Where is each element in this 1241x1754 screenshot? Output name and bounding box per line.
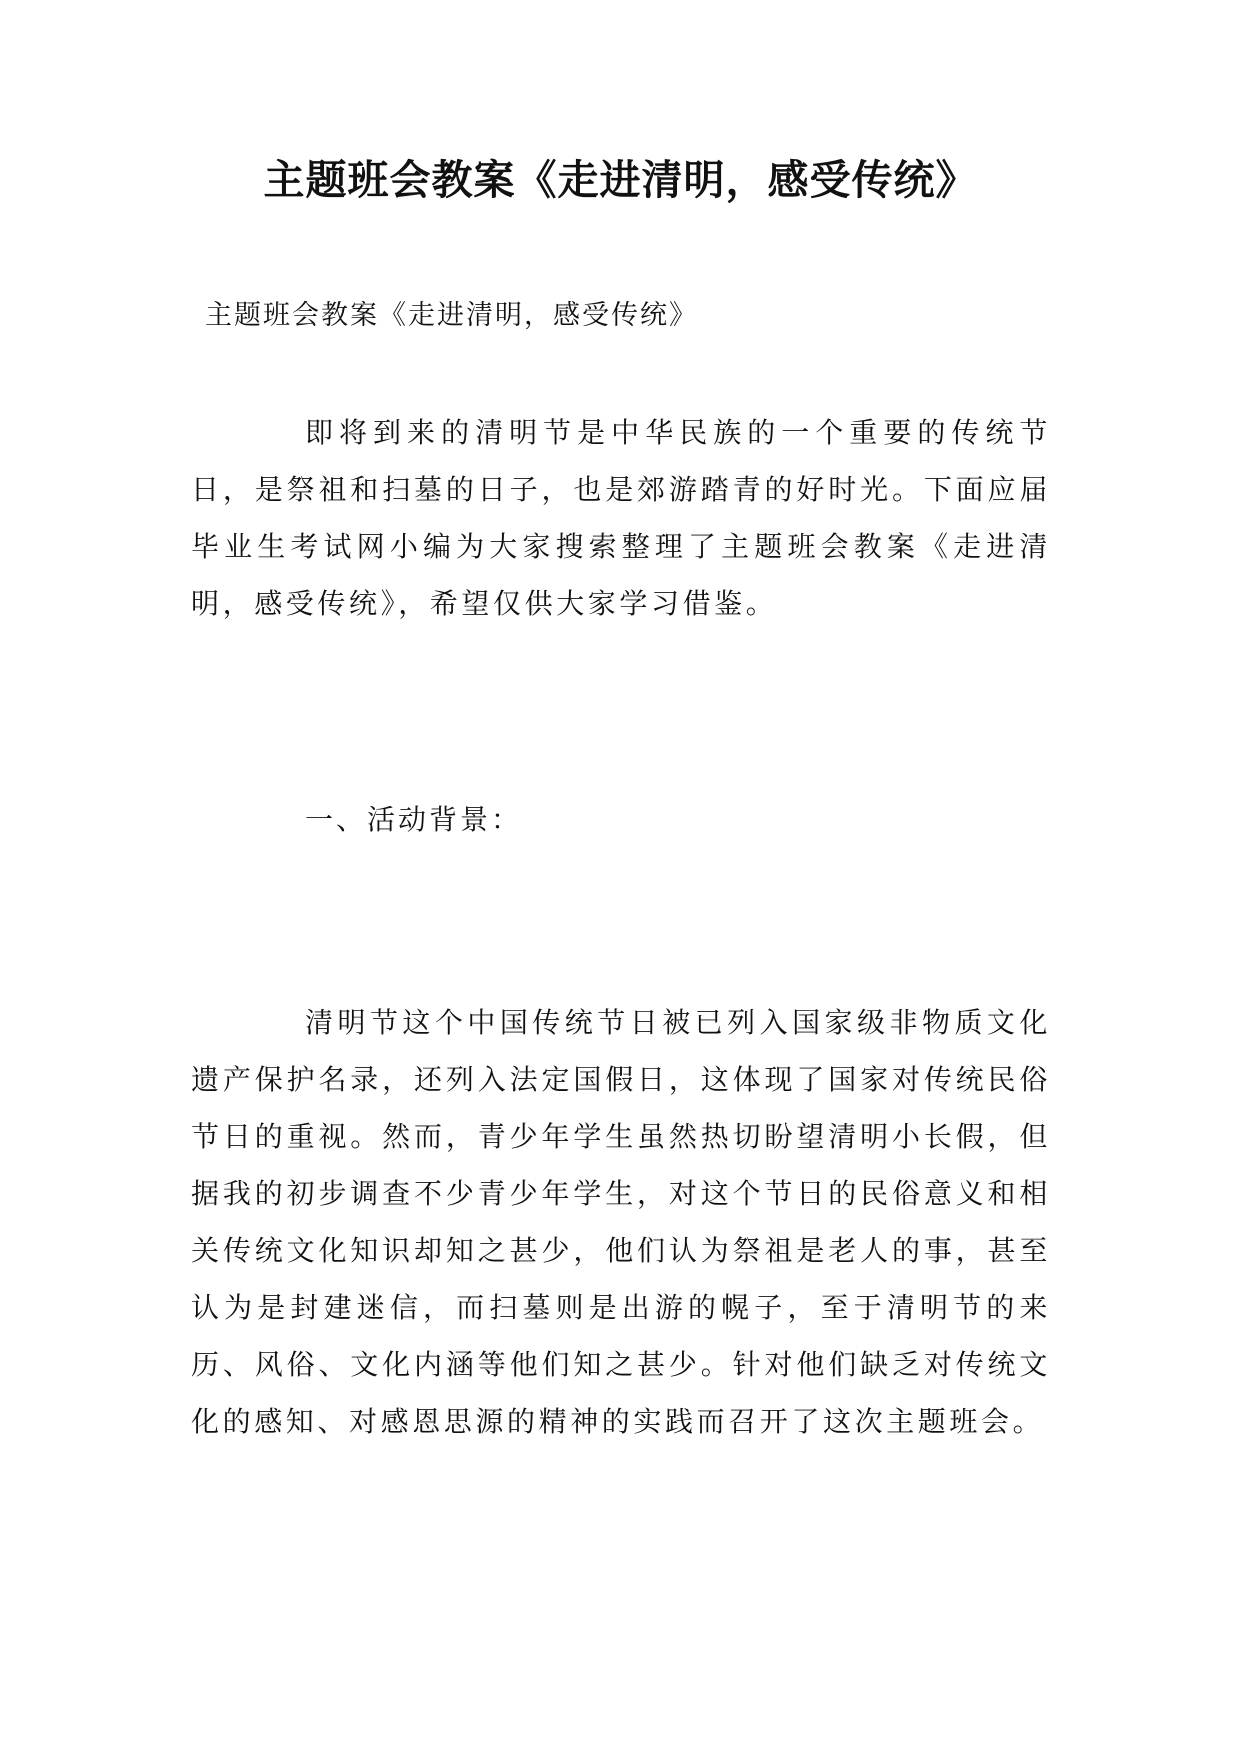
document-title: 主题班会教案《走进清明，感受传统》 [263, 156, 978, 204]
document-subtitle: 主题班会教案《走进清明，感受传统》 [205, 300, 698, 331]
section-heading: 一、活动背景： [305, 803, 523, 836]
intro-paragraph: 即将到来的清明节是中华民族的一个重要的传统节日，是祭祖和扫墓的日子，也是郊游踏青的好时光。下面应届毕业生考试网小编为大家搜索整理了主题班会教案《走进清明，感受传统》，希望仅供大家学习借鉴。 [191, 416, 1051, 620]
section-paragraph: 清明节这个中国传统节日被已列入国家级非物质文化遗产保护名录，还列入法定国假日，这体现了国家对传统民俗节日的重视。然而，青少年学生虽然热切盼望清明小长假，但据我的初步调查不少青少年学生，对这个节日的民俗意义和相关传统文化知识却知之甚少，他们认为祭祖是老人的事，甚至认为是封建迷信，而扫墓则是出游的幌子，至于清明节的来历、风俗、文化内涵等他们知之甚少。针对他们缺乏对传统文化的感知、对感恩思源的精神的实践而召开了这次主题班会。 [191, 1006, 1051, 1438]
